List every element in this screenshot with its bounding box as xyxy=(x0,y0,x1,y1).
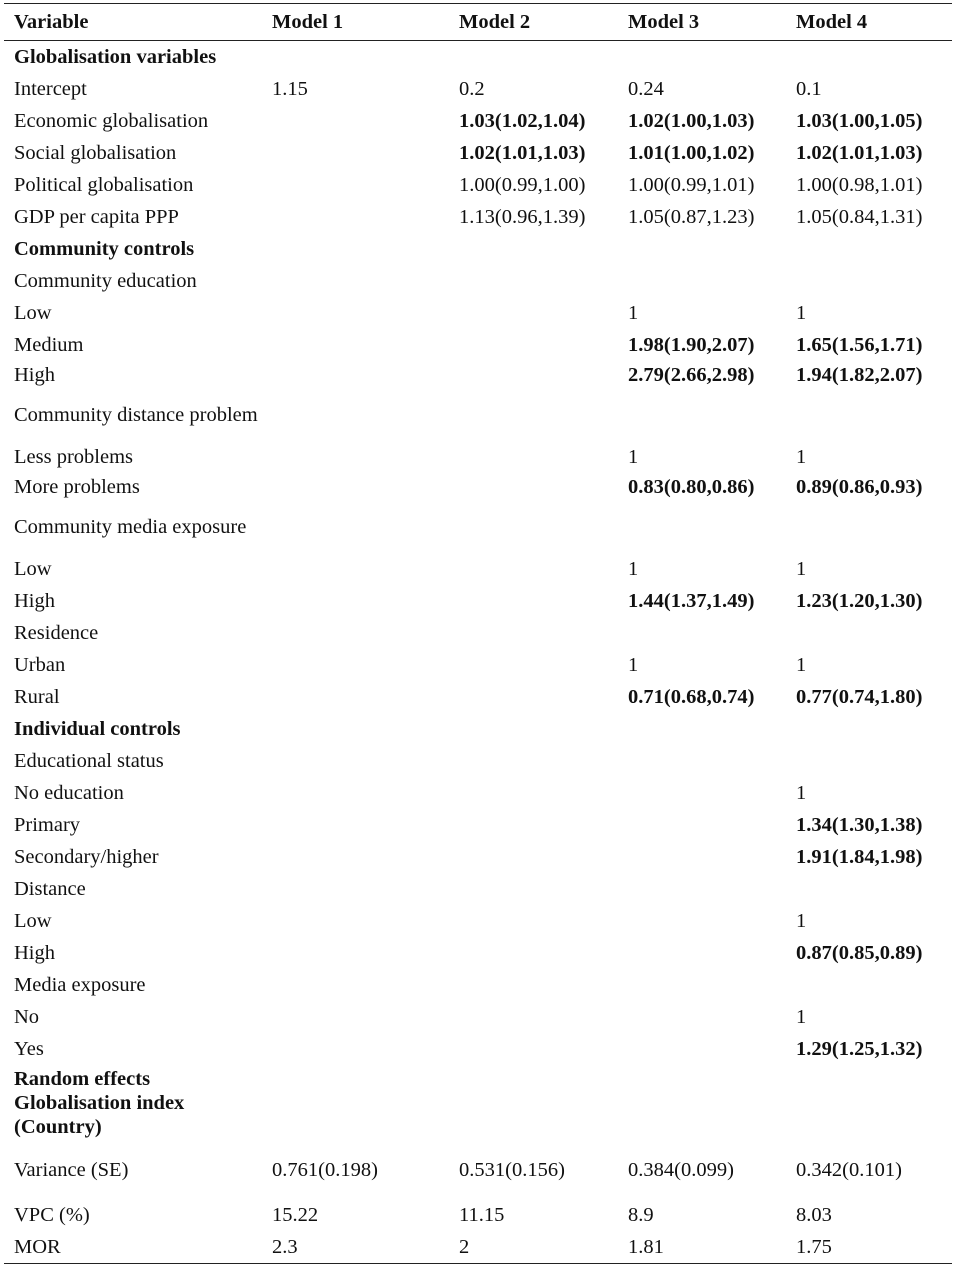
table-row xyxy=(4,41,952,74)
model-2-cell xyxy=(449,441,618,473)
model-1-cell xyxy=(262,265,449,297)
table-row xyxy=(4,361,952,389)
model-2-cell xyxy=(449,777,618,809)
model-3-cell xyxy=(618,745,786,777)
model-3-cell: 1.44(1.37,1.49) xyxy=(628,590,755,612)
model-3-cell xyxy=(618,265,786,297)
table-row xyxy=(4,905,952,937)
results-table xyxy=(4,3,952,1264)
model-2-cell xyxy=(449,713,618,745)
model-2-cell: 1.13(0.96,1.39) xyxy=(459,206,586,228)
model-2-cell xyxy=(449,937,618,969)
model-1-cell xyxy=(262,233,449,265)
model-4-cell: 0.1 xyxy=(796,78,822,100)
table-row xyxy=(4,681,952,713)
table-row xyxy=(4,73,952,105)
row-label-cell: MOR xyxy=(14,1236,61,1258)
table-row xyxy=(4,501,952,553)
model-4-cell: 1 xyxy=(796,302,807,324)
table-row xyxy=(4,329,952,361)
model-4-cell: 1.94(1.82,2.07) xyxy=(796,364,923,386)
row-label-cell: Less problems xyxy=(14,446,133,468)
model-4-cell xyxy=(786,233,952,265)
model-3-cell xyxy=(618,969,786,1001)
table-row xyxy=(4,297,952,329)
model-2-cell xyxy=(449,649,618,681)
model-2-cell: 0.2 xyxy=(459,78,485,100)
model-2-cell xyxy=(449,501,618,553)
table-row xyxy=(4,1231,952,1264)
model-3-cell: 1 xyxy=(628,302,639,324)
model-1-cell xyxy=(262,617,449,649)
model-1-cell xyxy=(262,389,449,441)
row-label-cell: Rural xyxy=(14,686,60,708)
table-row xyxy=(4,137,952,169)
model-2-cell xyxy=(449,329,618,361)
model-1-cell xyxy=(262,777,449,809)
model-1-cell xyxy=(262,1065,449,1141)
model-1-cell xyxy=(262,937,449,969)
model-2-cell xyxy=(449,389,618,441)
table-row xyxy=(4,201,952,233)
model-2-cell: 1.02(1.01,1.03) xyxy=(459,142,586,164)
model-1-cell: 15.22 xyxy=(272,1204,319,1226)
table-row xyxy=(4,937,952,969)
row-label-cell: Distance xyxy=(14,878,86,900)
model-2-cell: 0.531(0.156) xyxy=(459,1159,565,1181)
model-3-cell: 1.00(0.99,1.01) xyxy=(628,174,755,196)
model-4-cell: 1 xyxy=(796,910,807,932)
model-2-cell xyxy=(449,745,618,777)
header-model-3: Model 3 xyxy=(628,11,700,33)
model-3-cell xyxy=(618,841,786,873)
table-row xyxy=(4,473,952,501)
row-label-cell: Community media exposure xyxy=(14,516,247,538)
model-4-cell: 0.77(0.74,1.80) xyxy=(796,686,923,708)
model-2-cell: 11.15 xyxy=(459,1204,505,1226)
model-2-cell xyxy=(449,473,618,501)
row-label-cell: Random effects Globalisation index (Country) xyxy=(14,1068,185,1138)
table-row xyxy=(4,1141,952,1199)
table-row xyxy=(4,389,952,441)
model-1-cell xyxy=(262,841,449,873)
table-row xyxy=(4,1199,952,1231)
model-1-cell xyxy=(262,441,449,473)
table-row xyxy=(4,265,952,297)
model-4-cell xyxy=(786,41,952,74)
model-1-cell xyxy=(262,649,449,681)
model-3-cell xyxy=(618,389,786,441)
model-2-cell xyxy=(449,1065,618,1141)
row-label-cell: VPC (%) xyxy=(14,1204,90,1226)
model-3-cell xyxy=(618,41,786,74)
header-model-2: Model 2 xyxy=(459,11,531,33)
model-3-cell: 1 xyxy=(628,558,639,580)
header-model-4: Model 4 xyxy=(796,11,868,33)
table-row xyxy=(4,809,952,841)
row-label-cell: High xyxy=(14,590,55,612)
model-2-cell xyxy=(449,905,618,937)
model-1-cell xyxy=(262,905,449,937)
model-3-cell xyxy=(618,809,786,841)
model-3-cell xyxy=(618,905,786,937)
row-label-cell: Social globalisation xyxy=(14,142,177,164)
model-4-cell: 1.34(1.30,1.38) xyxy=(796,814,923,836)
header-model-1: Model 1 xyxy=(272,11,344,33)
model-1-cell xyxy=(262,297,449,329)
row-label-cell: More problems xyxy=(14,476,140,498)
table-row xyxy=(4,713,952,745)
model-4-cell: 1.23(1.20,1.30) xyxy=(796,590,923,612)
model-3-cell: 1 xyxy=(628,446,639,468)
model-4-cell: 1.91(1.84,1.98) xyxy=(796,846,923,868)
row-label-cell: Low xyxy=(14,558,52,580)
model-4-cell: 1.00(0.98,1.01) xyxy=(796,174,923,196)
table-row xyxy=(4,105,952,137)
model-4-cell xyxy=(786,501,952,553)
model-1-cell xyxy=(262,329,449,361)
row-label-cell: Intercept xyxy=(14,78,87,100)
row-label-cell: Yes xyxy=(14,1038,44,1060)
model-3-cell xyxy=(618,1065,786,1141)
row-label-cell: Globalisation variables xyxy=(14,46,217,68)
row-label-cell: Variance (SE) xyxy=(14,1159,129,1181)
row-label-cell: Medium xyxy=(14,334,84,356)
row-label-cell: Community distance problem xyxy=(14,404,258,426)
model-4-cell xyxy=(786,1065,952,1141)
model-3-cell: 0.83(0.80,0.86) xyxy=(628,476,755,498)
model-1-cell xyxy=(262,501,449,553)
model-1-cell xyxy=(262,1001,449,1033)
model-2-cell xyxy=(449,617,618,649)
model-2-cell xyxy=(449,809,618,841)
model-1-cell xyxy=(262,137,449,169)
table-row xyxy=(4,777,952,809)
table-row xyxy=(4,873,952,905)
model-4-cell: 1 xyxy=(796,1006,807,1028)
model-4-cell: 1.02(1.01,1.03) xyxy=(796,142,923,164)
model-3-cell: 1 xyxy=(628,654,639,676)
table-row xyxy=(4,617,952,649)
table-row xyxy=(4,233,952,265)
model-3-cell: 1.98(1.90,2.07) xyxy=(628,334,755,356)
model-2-cell xyxy=(449,841,618,873)
model-4-cell: 1.03(1.00,1.05) xyxy=(796,110,923,132)
model-4-cell xyxy=(786,745,952,777)
model-3-cell xyxy=(618,1001,786,1033)
model-3-cell xyxy=(618,937,786,969)
model-1-cell xyxy=(262,713,449,745)
model-2-cell xyxy=(449,553,618,585)
model-1-cell xyxy=(262,41,449,74)
model-3-cell: 1.01(1.00,1.02) xyxy=(628,142,755,164)
model-1-cell xyxy=(262,745,449,777)
model-4-cell: 1.75 xyxy=(796,1236,832,1258)
model-1-cell xyxy=(262,809,449,841)
header-row xyxy=(4,4,952,41)
table-row xyxy=(4,169,952,201)
model-3-cell xyxy=(618,1033,786,1065)
table-row xyxy=(4,1001,952,1033)
model-4-cell xyxy=(786,617,952,649)
row-label-cell: Low xyxy=(14,910,52,932)
model-4-cell: 1 xyxy=(796,654,807,676)
row-label-cell: Residence xyxy=(14,622,99,644)
model-1-cell xyxy=(262,169,449,201)
table-row xyxy=(4,1033,952,1065)
model-1-cell xyxy=(262,361,449,389)
model-4-cell: 0.89(0.86,0.93) xyxy=(796,476,923,498)
model-2-cell xyxy=(449,585,618,617)
header-variable: Variable xyxy=(14,11,89,33)
table-row xyxy=(4,553,952,585)
row-label-cell: Political globalisation xyxy=(14,174,194,196)
model-1-cell xyxy=(262,873,449,905)
table-row xyxy=(4,745,952,777)
model-3-cell xyxy=(618,501,786,553)
model-1-cell: 1.15 xyxy=(272,78,308,100)
model-3-cell: 2.79(2.66,2.98) xyxy=(628,364,755,386)
row-label-cell: GDP per capita PPP xyxy=(14,206,179,228)
model-3-cell: 8.9 xyxy=(628,1204,654,1226)
table-row xyxy=(4,1065,952,1141)
model-2-cell xyxy=(449,969,618,1001)
row-label-cell: Urban xyxy=(14,654,66,676)
model-1-cell xyxy=(262,553,449,585)
row-label-cell: Primary xyxy=(14,814,81,836)
model-2-cell xyxy=(449,361,618,389)
model-1-cell: 0.761(0.198) xyxy=(272,1159,378,1181)
row-label-cell: High xyxy=(14,364,55,386)
row-label-cell: No education xyxy=(14,782,124,804)
model-3-cell: 1.05(0.87,1.23) xyxy=(628,206,755,228)
row-label-cell: Media exposure xyxy=(14,974,146,996)
model-1-cell xyxy=(262,969,449,1001)
model-2-cell xyxy=(449,41,618,74)
model-2-cell: 1.00(0.99,1.00) xyxy=(459,174,586,196)
model-4-cell: 1 xyxy=(796,558,807,580)
model-2-cell xyxy=(449,681,618,713)
model-1-cell xyxy=(262,201,449,233)
row-label-cell: Educational status xyxy=(14,750,164,772)
row-label-cell: Community controls xyxy=(14,238,195,260)
table-row xyxy=(4,969,952,1001)
model-1-cell xyxy=(262,1033,449,1065)
model-4-cell: 1.05(0.84,1.31) xyxy=(796,206,923,228)
model-2-cell xyxy=(449,233,618,265)
row-label-cell: High xyxy=(14,942,55,964)
table-row xyxy=(4,841,952,873)
table-row xyxy=(4,649,952,681)
row-label-cell: Individual controls xyxy=(14,718,181,740)
model-4-cell xyxy=(786,389,952,441)
model-1-cell xyxy=(262,105,449,137)
row-label-cell: Economic globalisation xyxy=(14,110,209,132)
row-label-cell: Low xyxy=(14,302,52,324)
model-4-cell: 1 xyxy=(796,782,807,804)
model-4-cell: 8.03 xyxy=(796,1204,832,1226)
table-row xyxy=(4,441,952,473)
model-2-cell xyxy=(449,1001,618,1033)
model-4-cell xyxy=(786,265,952,297)
row-label-cell: No xyxy=(14,1006,40,1028)
model-4-cell: 1 xyxy=(796,446,807,468)
model-2-cell xyxy=(449,297,618,329)
model-1-cell xyxy=(262,473,449,501)
model-3-cell: 0.24 xyxy=(628,78,664,100)
model-3-cell xyxy=(618,777,786,809)
model-1-cell xyxy=(262,585,449,617)
model-3-cell: 1.02(1.00,1.03) xyxy=(628,110,755,132)
model-3-cell xyxy=(618,713,786,745)
table-row xyxy=(4,585,952,617)
row-label-cell: Community education xyxy=(14,270,197,292)
row-label-cell: Secondary/higher xyxy=(14,846,159,868)
model-4-cell xyxy=(786,873,952,905)
model-3-cell xyxy=(618,617,786,649)
model-3-cell: 1.81 xyxy=(628,1236,664,1258)
model-4-cell xyxy=(786,713,952,745)
model-4-cell xyxy=(786,969,952,1001)
table-body xyxy=(4,41,952,1264)
model-3-cell: 0.71(0.68,0.74) xyxy=(628,686,755,708)
model-2-cell: 2 xyxy=(459,1236,470,1258)
model-2-cell: 1.03(1.02,1.04) xyxy=(459,110,586,132)
model-1-cell: 2.3 xyxy=(272,1236,298,1258)
model-4-cell: 0.342(0.101) xyxy=(796,1159,902,1181)
model-4-cell: 1.65(1.56,1.71) xyxy=(796,334,923,356)
model-2-cell xyxy=(449,1033,618,1065)
model-3-cell: 0.384(0.099) xyxy=(628,1159,734,1181)
table-header xyxy=(4,4,952,41)
model-4-cell: 1.29(1.25,1.32) xyxy=(796,1038,923,1060)
model-2-cell xyxy=(449,873,618,905)
model-3-cell xyxy=(618,873,786,905)
model-2-cell xyxy=(449,265,618,297)
model-1-cell xyxy=(262,681,449,713)
model-4-cell: 0.87(0.85,0.89) xyxy=(796,942,923,964)
model-3-cell xyxy=(618,233,786,265)
